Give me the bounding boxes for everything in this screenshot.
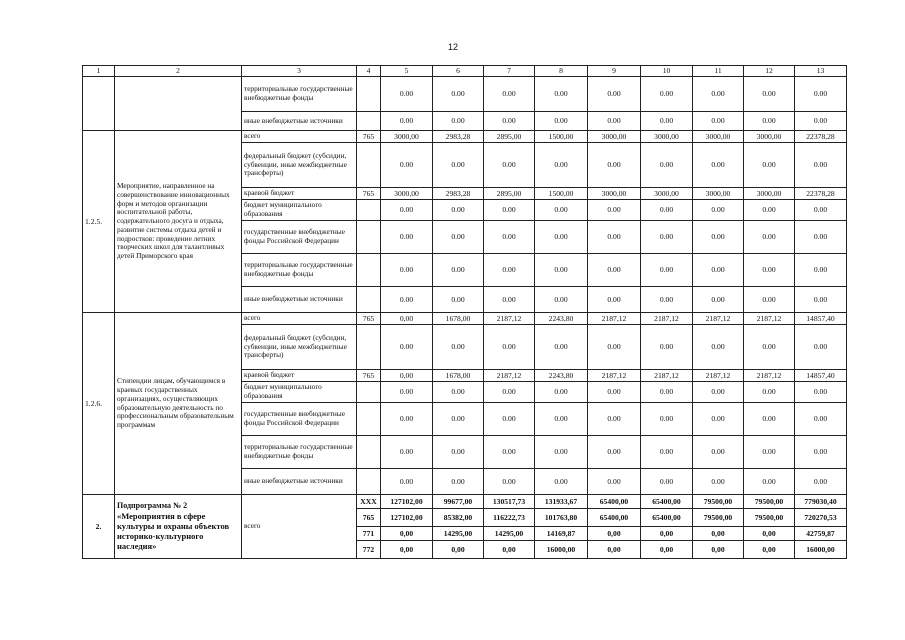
amount-cell: 22378,28 xyxy=(795,188,847,200)
budget-code-cell: 772 xyxy=(357,541,381,559)
amount-cell: 0.00 xyxy=(744,143,795,188)
column-number: 2 xyxy=(115,66,242,77)
amount-cell: 2187,12 xyxy=(744,313,795,325)
table-row xyxy=(83,495,847,509)
item-number-cell: 1.2.6. xyxy=(83,313,115,495)
budget-code-cell: 765 xyxy=(357,509,381,527)
amount-cell: 0.00 xyxy=(588,325,641,370)
amount-cell: 0.00 xyxy=(484,436,535,469)
amount-cell: 79500,00 xyxy=(693,495,744,509)
column-number: 1 xyxy=(83,66,115,77)
amount-cell: 0.00 xyxy=(744,254,795,287)
amount-cell: 0.00 xyxy=(693,143,744,188)
subprogram-title: Подпрограмма № 2 xyxy=(117,501,188,511)
budget-code-cell xyxy=(357,436,381,469)
amount-cell: 0.00 xyxy=(381,403,433,436)
amount-cell: 3000,00 xyxy=(744,131,795,143)
amount-cell: 0.00 xyxy=(795,200,847,221)
amount-cell: 0.00 xyxy=(381,287,433,313)
amount-cell: 0.00 xyxy=(381,436,433,469)
budget-code-cell xyxy=(357,254,381,287)
amount-cell: 0.00 xyxy=(744,287,795,313)
funding-source-cell: всего xyxy=(242,131,357,143)
funding-source-cell: территориальные государственные внебюджетные фонды xyxy=(242,254,357,287)
amount-cell: 127102,00 xyxy=(381,509,433,527)
amount-cell: 0.00 xyxy=(693,112,744,131)
amount-cell: 0.00 xyxy=(535,469,588,495)
amount-cell: 0.00 xyxy=(588,112,641,131)
budget-code-cell: 765 xyxy=(357,370,381,382)
amount-cell: 79500,00 xyxy=(744,495,795,509)
column-number: 6 xyxy=(433,66,484,77)
amount-cell: 0.00 xyxy=(535,221,588,254)
funding-source-cell: государственные внебюджетные фонды Российской Федерации xyxy=(242,403,357,436)
amount-cell: 2187,12 xyxy=(588,313,641,325)
amount-cell: 3000,00 xyxy=(641,188,693,200)
amount-cell: 0.00 xyxy=(588,436,641,469)
amount-cell: 3000,00 xyxy=(381,188,433,200)
amount-cell: 0.00 xyxy=(484,403,535,436)
amount-cell: 0.00 xyxy=(535,254,588,287)
amount-cell: 0.00 xyxy=(641,436,693,469)
column-number: 11 xyxy=(693,66,744,77)
budget-code-cell xyxy=(357,221,381,254)
amount-cell: 2187,12 xyxy=(641,313,693,325)
amount-cell: 42759,87 xyxy=(795,527,847,541)
amount-cell: 131933,67 xyxy=(535,495,588,509)
column-number: 3 xyxy=(242,66,357,77)
amount-cell: 0,00 xyxy=(693,527,744,541)
funding-source-cell: бюджет муниципального образования xyxy=(242,382,357,403)
budget-code-cell xyxy=(357,143,381,188)
budget-code-cell xyxy=(357,469,381,495)
amount-cell: 0,00 xyxy=(433,541,484,559)
amount-cell: 101763,80 xyxy=(535,509,588,527)
amount-cell: 0.00 xyxy=(641,287,693,313)
activity-name-cell xyxy=(115,77,242,131)
amount-cell: 0.00 xyxy=(535,382,588,403)
amount-cell: 0.00 xyxy=(744,112,795,131)
amount-cell: 0.00 xyxy=(588,200,641,221)
amount-cell: 0.00 xyxy=(641,254,693,287)
amount-cell: 0.00 xyxy=(535,200,588,221)
amount-cell: 3000,00 xyxy=(693,131,744,143)
budget-code-cell xyxy=(357,112,381,131)
budget-code-cell xyxy=(357,77,381,112)
amount-cell: 0.00 xyxy=(381,221,433,254)
amount-cell: 65400,00 xyxy=(641,495,693,509)
budget-code-cell xyxy=(357,287,381,313)
budget-code-cell: 765 xyxy=(357,188,381,200)
amount-cell: 0.00 xyxy=(381,200,433,221)
amount-cell: 0.00 xyxy=(484,221,535,254)
amount-cell: 0.00 xyxy=(381,254,433,287)
budget-code-cell xyxy=(357,403,381,436)
budget-code-cell: 765 xyxy=(357,313,381,325)
amount-cell: 0.00 xyxy=(484,287,535,313)
amount-cell: 0.00 xyxy=(535,403,588,436)
amount-cell: 0.00 xyxy=(588,287,641,313)
amount-cell: 0,00 xyxy=(693,541,744,559)
amount-cell: 0.00 xyxy=(744,469,795,495)
amount-cell: 14295,00 xyxy=(484,527,535,541)
amount-cell: 0.00 xyxy=(484,254,535,287)
column-number: 9 xyxy=(588,66,641,77)
amount-cell: 0.00 xyxy=(381,112,433,131)
amount-cell: 2187,12 xyxy=(693,313,744,325)
amount-cell: 0.00 xyxy=(433,112,484,131)
amount-cell: 0.00 xyxy=(693,77,744,112)
amount-cell: 2187,12 xyxy=(744,370,795,382)
amount-cell: 2983,28 xyxy=(433,188,484,200)
funding-source-cell: территориальные государственные внебюджетные фонды xyxy=(242,436,357,469)
amount-cell: 0.00 xyxy=(484,325,535,370)
amount-cell: 2187,12 xyxy=(484,313,535,325)
amount-cell: 0,00 xyxy=(744,527,795,541)
amount-cell: 14857,40 xyxy=(795,313,847,325)
amount-cell: 3000,00 xyxy=(588,188,641,200)
amount-cell: 0.00 xyxy=(381,77,433,112)
amount-cell: 1678,00 xyxy=(433,313,484,325)
amount-cell: 720270,53 xyxy=(795,509,847,527)
amount-cell: 0.00 xyxy=(744,325,795,370)
funding-source-cell: территориальные государственные внебюджетные фонды xyxy=(242,77,357,112)
amount-cell: 0.00 xyxy=(535,436,588,469)
amount-cell: 116222,73 xyxy=(484,509,535,527)
amount-cell: 0.00 xyxy=(588,254,641,287)
amount-cell: 0.00 xyxy=(795,254,847,287)
amount-cell: 0.00 xyxy=(693,325,744,370)
amount-cell: 0.00 xyxy=(588,469,641,495)
amount-cell: 0.00 xyxy=(433,287,484,313)
funding-source-cell: всего xyxy=(242,495,357,559)
amount-cell: 0.00 xyxy=(641,382,693,403)
amount-cell: 0,00 xyxy=(588,527,641,541)
budget-code-cell: XXX xyxy=(357,495,381,509)
amount-cell: 0.00 xyxy=(484,200,535,221)
amount-cell: 0.00 xyxy=(641,200,693,221)
amount-cell: 0.00 xyxy=(641,469,693,495)
amount-cell: 0.00 xyxy=(535,143,588,188)
funding-source-cell: иные внебюджетные источники xyxy=(242,469,357,495)
amount-cell: 0.00 xyxy=(433,77,484,112)
amount-cell: 85382,00 xyxy=(433,509,484,527)
amount-cell: 0,00 xyxy=(484,541,535,559)
amount-cell: 1500,00 xyxy=(535,188,588,200)
amount-cell: 130517,73 xyxy=(484,495,535,509)
column-number: 10 xyxy=(641,66,693,77)
amount-cell: 2187,12 xyxy=(588,370,641,382)
amount-cell: 79500,00 xyxy=(744,509,795,527)
amount-cell: 2983,28 xyxy=(433,131,484,143)
amount-cell: 0.00 xyxy=(381,143,433,188)
funding-source-cell: краевой бюджет xyxy=(242,188,357,200)
item-number-cell xyxy=(83,77,115,131)
funding-source-cell: краевой бюджет xyxy=(242,370,357,382)
funding-source-cell: иные внебюджетные источники xyxy=(242,287,357,313)
funding-source-cell: бюджет муниципального образования xyxy=(242,200,357,221)
amount-cell: 0.00 xyxy=(795,403,847,436)
amount-cell: 14295,00 xyxy=(433,527,484,541)
amount-cell: 0,00 xyxy=(641,527,693,541)
amount-cell: 0.00 xyxy=(693,200,744,221)
amount-cell: 0.00 xyxy=(744,436,795,469)
amount-cell: 0.00 xyxy=(535,112,588,131)
amount-cell: 0.00 xyxy=(795,287,847,313)
amount-cell: 0.00 xyxy=(693,254,744,287)
column-number: 13 xyxy=(795,66,847,77)
funding-source-cell: государственные внебюджетные фонды Российской Федерации xyxy=(242,221,357,254)
amount-cell: 0.00 xyxy=(795,436,847,469)
amount-cell: 0.00 xyxy=(744,403,795,436)
activity-name-cell: Мероприятие, направленное на совершенствование инновационных форм и методов организации воспитательной работы, содержательного досуга и отдыха, развитие системы отдыха детей и подростков: проведение летних творческих школ для талантливых детей Приморского края xyxy=(115,131,242,313)
column-number: 4 xyxy=(357,66,381,77)
amount-cell: 0.00 xyxy=(744,77,795,112)
amount-cell: 65400,00 xyxy=(588,495,641,509)
amount-cell: 0.00 xyxy=(381,325,433,370)
amount-cell: 0.00 xyxy=(641,143,693,188)
amount-cell: 0.00 xyxy=(693,469,744,495)
amount-cell: 2187,12 xyxy=(641,370,693,382)
amount-cell: 2187,12 xyxy=(693,370,744,382)
amount-cell: 0.00 xyxy=(535,77,588,112)
amount-cell: 2187,12 xyxy=(484,370,535,382)
amount-cell: 99677,00 xyxy=(433,495,484,509)
column-number: 7 xyxy=(484,66,535,77)
amount-cell: 0.00 xyxy=(588,143,641,188)
amount-cell: 65400,00 xyxy=(588,509,641,527)
amount-cell: 0.00 xyxy=(433,200,484,221)
amount-cell: 0.00 xyxy=(433,436,484,469)
budget-code-cell: 765 xyxy=(357,131,381,143)
amount-cell: 16000,00 xyxy=(535,541,588,559)
table-row xyxy=(83,77,847,112)
amount-cell: 0,00 xyxy=(588,541,641,559)
amount-cell: 2895,00 xyxy=(484,131,535,143)
amount-cell: 0,00 xyxy=(381,541,433,559)
amount-cell: 0.00 xyxy=(795,77,847,112)
amount-cell: 1678,00 xyxy=(433,370,484,382)
funding-source-cell: всего xyxy=(242,313,357,325)
amount-cell: 0.00 xyxy=(381,382,433,403)
amount-cell: 79500,00 xyxy=(693,509,744,527)
amount-cell: 0.00 xyxy=(641,325,693,370)
amount-cell: 14857,40 xyxy=(795,370,847,382)
table-row xyxy=(83,313,847,325)
amount-cell: 14169,87 xyxy=(535,527,588,541)
amount-cell: 0.00 xyxy=(433,143,484,188)
amount-cell: 0.00 xyxy=(795,143,847,188)
amount-cell: 0.00 xyxy=(744,200,795,221)
amount-cell: 0.00 xyxy=(795,112,847,131)
amount-cell: 0.00 xyxy=(795,221,847,254)
column-number: 5 xyxy=(381,66,433,77)
activity-name-cell: Стипендии лицам, обучающимся в краевых государственных организациях, осуществляющих образовательную деятельность по профессиональным образовательным программам xyxy=(115,313,242,495)
amount-cell: 0.00 xyxy=(795,325,847,370)
amount-cell: 22378,28 xyxy=(795,131,847,143)
amount-cell: 0.00 xyxy=(588,77,641,112)
amount-cell: 0.00 xyxy=(484,143,535,188)
amount-cell: 0.00 xyxy=(641,77,693,112)
amount-cell: 2895,00 xyxy=(484,188,535,200)
budget-code-cell xyxy=(357,325,381,370)
funding-source-cell: федеральный бюджет (субсидии, субвенции, иные межбюджетные трансферты) xyxy=(242,143,357,188)
amount-cell: 0.00 xyxy=(588,382,641,403)
amount-cell: 1500,00 xyxy=(535,131,588,143)
amount-cell: 3000,00 xyxy=(693,188,744,200)
amount-cell: 3000,00 xyxy=(588,131,641,143)
amount-cell: 0.00 xyxy=(381,469,433,495)
amount-cell: 0.00 xyxy=(693,287,744,313)
amount-cell: 16000,00 xyxy=(795,541,847,559)
amount-cell: 0,00 xyxy=(381,370,433,382)
amount-cell: 0.00 xyxy=(433,254,484,287)
amount-cell: 0.00 xyxy=(588,403,641,436)
column-number-row xyxy=(83,66,847,77)
amount-cell: 0.00 xyxy=(484,112,535,131)
budget-code-cell xyxy=(357,382,381,403)
amount-cell: 0.00 xyxy=(484,77,535,112)
amount-cell: 0.00 xyxy=(433,325,484,370)
amount-cell: 0.00 xyxy=(693,436,744,469)
amount-cell: 0.00 xyxy=(795,382,847,403)
amount-cell: 0.00 xyxy=(588,221,641,254)
amount-cell: 0.00 xyxy=(484,382,535,403)
column-number: 8 xyxy=(535,66,588,77)
amount-cell: 0.00 xyxy=(641,112,693,131)
item-number-cell: 2. xyxy=(83,495,115,559)
table-row xyxy=(83,131,847,143)
amount-cell: 0,00 xyxy=(381,527,433,541)
amount-cell: 0.00 xyxy=(484,469,535,495)
page-number: 12 xyxy=(448,42,459,52)
item-number-cell: 1.2.5. xyxy=(83,131,115,313)
amount-cell: 0.00 xyxy=(641,403,693,436)
budget-code-cell: 771 xyxy=(357,527,381,541)
amount-cell: 0.00 xyxy=(744,382,795,403)
budget-code-cell xyxy=(357,200,381,221)
amount-cell: 2243,80 xyxy=(535,370,588,382)
amount-cell: 127102,00 xyxy=(381,495,433,509)
amount-cell: 0.00 xyxy=(795,469,847,495)
amount-cell: 0,00 xyxy=(381,313,433,325)
amount-cell: 0.00 xyxy=(433,403,484,436)
amount-cell: 0.00 xyxy=(693,221,744,254)
amount-cell: 65400,00 xyxy=(641,509,693,527)
amount-cell: 3000,00 xyxy=(381,131,433,143)
amount-cell: 0.00 xyxy=(535,287,588,313)
funding-source-cell: иные внебюджетные источники xyxy=(242,112,357,131)
amount-cell: 0.00 xyxy=(744,221,795,254)
amount-cell: 0,00 xyxy=(744,541,795,559)
subprogram-name: «Мероприятия в сфере культуры и охраны объектов историко-культурного наследия» xyxy=(117,510,230,552)
amount-cell: 2243,80 xyxy=(535,313,588,325)
funding-source-cell: федеральный бюджет (субсидии, субвенции, иные межбюджетные трансферты) xyxy=(242,325,357,370)
amount-cell: 0.00 xyxy=(641,221,693,254)
budget-table xyxy=(82,65,847,559)
column-number: 12 xyxy=(744,66,795,77)
amount-cell: 779030,40 xyxy=(795,495,847,509)
amount-cell: 0.00 xyxy=(693,382,744,403)
amount-cell: 0.00 xyxy=(693,403,744,436)
amount-cell: 3000,00 xyxy=(641,131,693,143)
amount-cell: 0.00 xyxy=(433,221,484,254)
amount-cell: 0.00 xyxy=(433,382,484,403)
amount-cell: 0.00 xyxy=(535,325,588,370)
amount-cell: 0,00 xyxy=(641,541,693,559)
amount-cell: 0.00 xyxy=(433,469,484,495)
amount-cell: 3000,00 xyxy=(744,188,795,200)
subprogram-name-cell xyxy=(115,495,242,559)
